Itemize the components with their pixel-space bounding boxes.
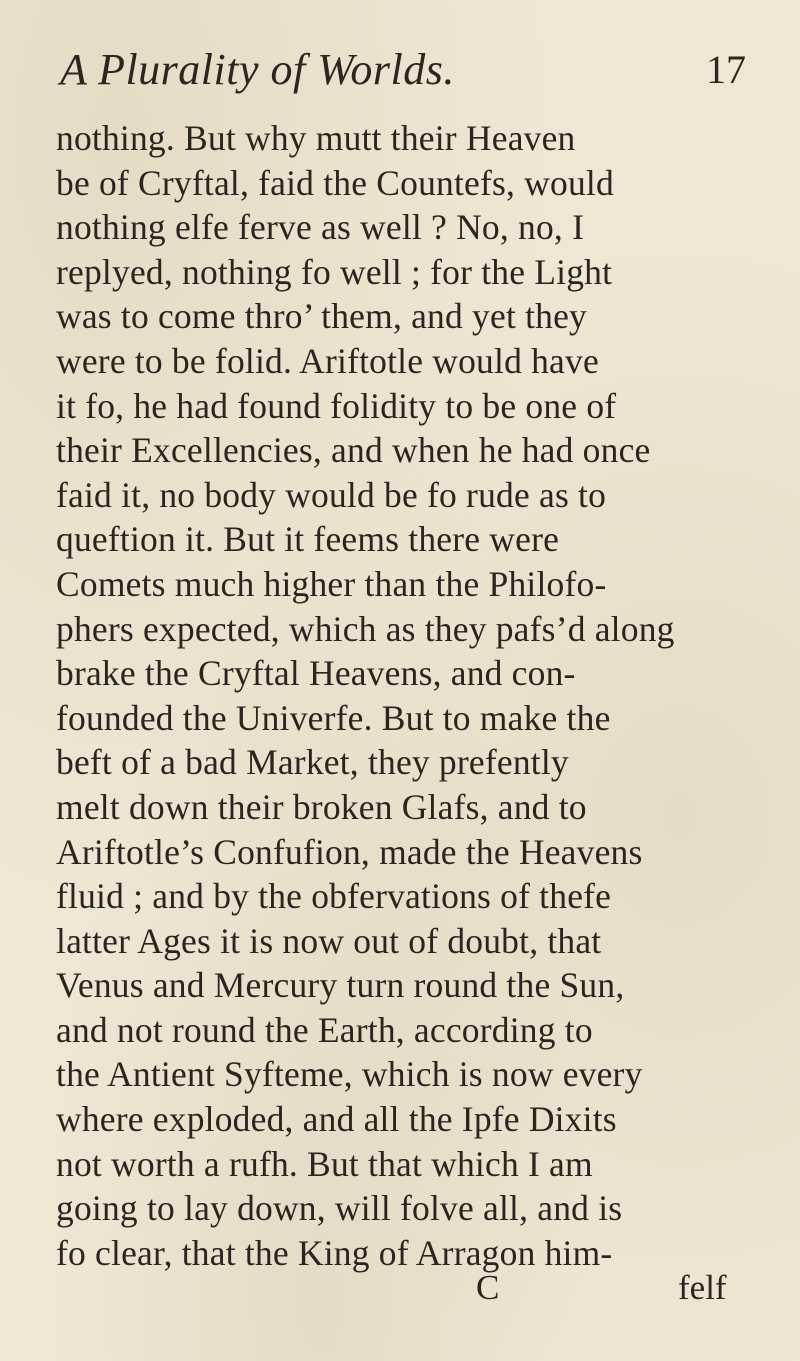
text-line: going to lay down, will folve all, and is xyxy=(56,1188,623,1229)
body-text xyxy=(56,116,800,1275)
text-line: Ariftotle’s Confufion, made the Heavens xyxy=(56,831,643,872)
text-line: fluid ; and by the obfervations of thefe xyxy=(56,876,612,917)
text-line: be of Cryftal, faid the Countefs, would xyxy=(56,162,614,203)
text-line: latter Ages it is now out of doubt, that xyxy=(56,920,602,961)
signature-mark: C xyxy=(476,1268,500,1307)
text-line: faid it, no body would be fo rude as to xyxy=(56,474,607,515)
text-line: and not round the Earth, according to xyxy=(56,1009,593,1050)
text-line: beft of a bad Market, they prefently xyxy=(56,742,569,783)
text-line: fo clear, that the King of Arragon him- xyxy=(56,1232,613,1273)
text-line: melt down their broken Glafs, and to xyxy=(56,786,587,827)
text-line: Venus and Mercury turn round the Sun, xyxy=(56,965,625,1006)
text-line: brake the Cryftal Heavens, and con- xyxy=(56,653,576,694)
text-line: was to come thro’ them, and yet they xyxy=(56,296,587,337)
text-line: it fo, he had found folidity to be one of xyxy=(56,385,617,426)
text-line: founded the Univerfe. But to make the xyxy=(56,697,611,738)
text-line: replyed, nothing fo well ; for the Light xyxy=(56,251,613,292)
text-line: where exploded, and all the Ipfe Dixits xyxy=(56,1099,617,1140)
text-line: not worth a rufh. But that which I am xyxy=(56,1143,593,1184)
text-line: queftion it. But it feems there were xyxy=(56,519,560,560)
catchword: felf xyxy=(678,1268,727,1307)
text-line: the Antient Syfteme, which is now every xyxy=(56,1054,643,1095)
text-line: were to be folid. Ariftotle would have xyxy=(56,340,599,381)
page-number: 17 xyxy=(706,47,746,92)
text-line: nothing. But why mutt their Heaven xyxy=(56,118,576,158)
text-line: nothing elfe ferve as well ? No, no, I xyxy=(56,207,585,248)
running-title: A Plurality of Worlds. xyxy=(60,45,455,94)
text-line: Comets much higher than the Philofo- xyxy=(56,563,607,604)
page-header xyxy=(0,44,800,114)
text-line: their Excellencies, and when he had once xyxy=(56,430,651,471)
text-line: phers expected, which as they pafs’d along xyxy=(56,608,675,649)
